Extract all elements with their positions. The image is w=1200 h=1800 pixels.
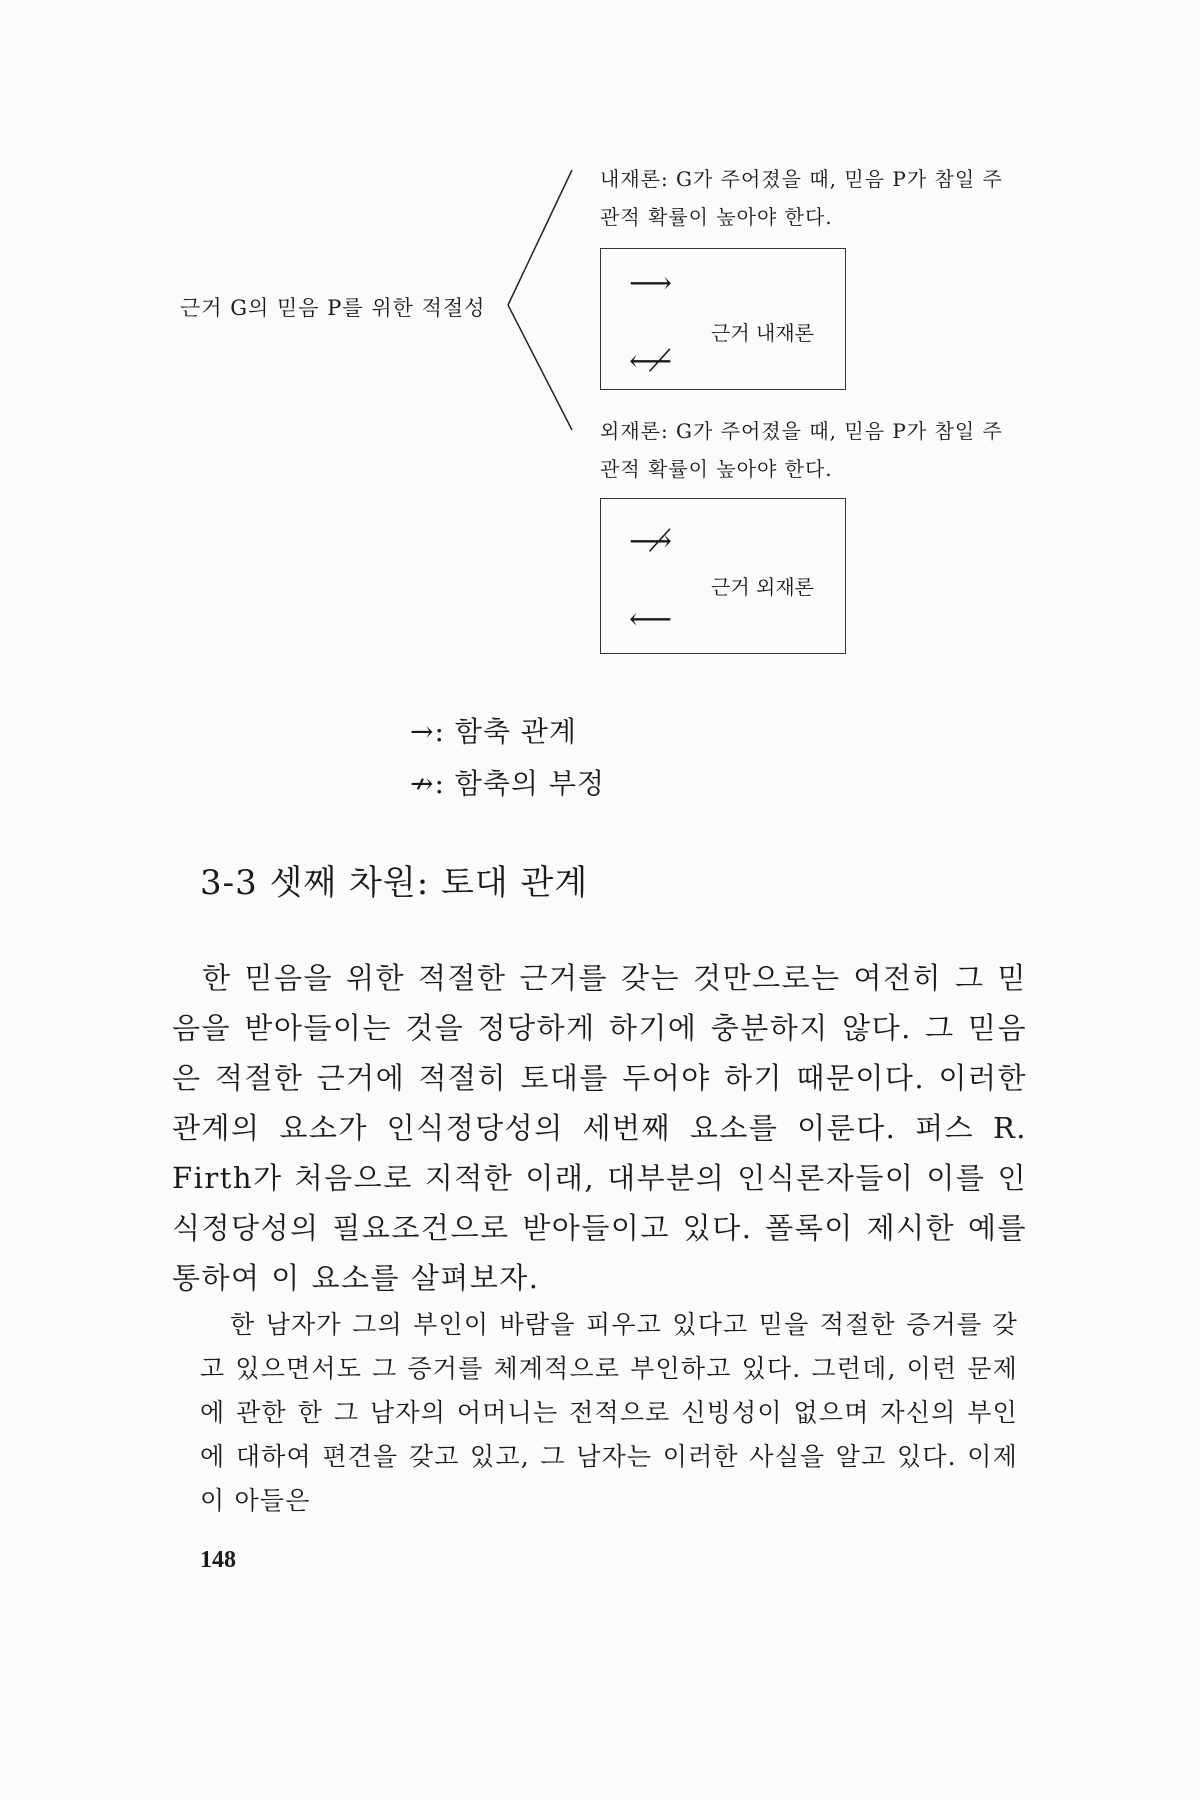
reverse-arrow-icon: ⟵ [629,602,673,637]
branch-lines [500,165,580,435]
implication-arrow-icon: ⟶ [629,266,673,301]
externalism-definition: 외재론: G가 주어졌을 때, 믿음 P가 참일 주관적 확률이 높아야 한다. [600,419,1003,481]
diagram-left-label: 근거 G의 믿음 P를 위한 적절성 [180,296,486,320]
negated-implication-arrow-icon: ⟶̸ [629,524,673,559]
example-paragraph: 한 남자가 그의 부인이 바람을 피우고 있다고 믿을 적절한 증거를 갖고 있으면서도 그 증거를 체계적으로 부인하고 있다. 그런데, 이런 문제에 관한 한 그 남자의 어머니는 전적으로 신빙성이 없으며 자신의 부인에 대하여 편견을 갖고 있고, 그 남자는 이러한 사실을 알고 있다. 이제 이 아들은 [200,1310,1018,1515]
internalism-box [600,248,846,390]
externalism-box-label: 근거 외재론 [711,575,814,599]
internalism-definition: 내재론: G가 주어졌을 때, 믿음 P가 참일 주관적 확률이 높아야 한다. [600,167,1003,229]
negated-reverse-arrow-icon: ⟵̸ [629,344,673,379]
lower-branch-line [508,305,572,430]
main-paragraph: 한 믿음을 위한 적절한 근거를 갖는 것만으로는 여전히 그 믿음을 받아들이는 것을 정당하게 하기에 충분하지 않다. 그 믿음은 적절한 근거에 적절히 토대를 두어야 하기 때문이다. 이러한 관계의 요소가 인식정당성의 세번째 요소를 이룬다. 퍼스 R. Firth가 처음으로 지적한 이래, 대부분의 인식론자들이 이를 인식정당성의 필요조건으로 받아들이고 있다. 폴록이 제시한 예를 통하여 이 요소를 살펴보자. [172,961,1027,1295]
upper-branch-line [508,170,572,305]
section-title: 3-3 셋째 차원: 토대 관계 [200,863,589,903]
legend-negation: ↛: 함축의 부정 [410,767,605,800]
internalism-box-label: 근거 내재론 [711,321,814,345]
page-number: 148 [200,1547,236,1573]
legend-implication: →: 함축 관계 [410,715,577,748]
externalism-box [600,498,846,654]
